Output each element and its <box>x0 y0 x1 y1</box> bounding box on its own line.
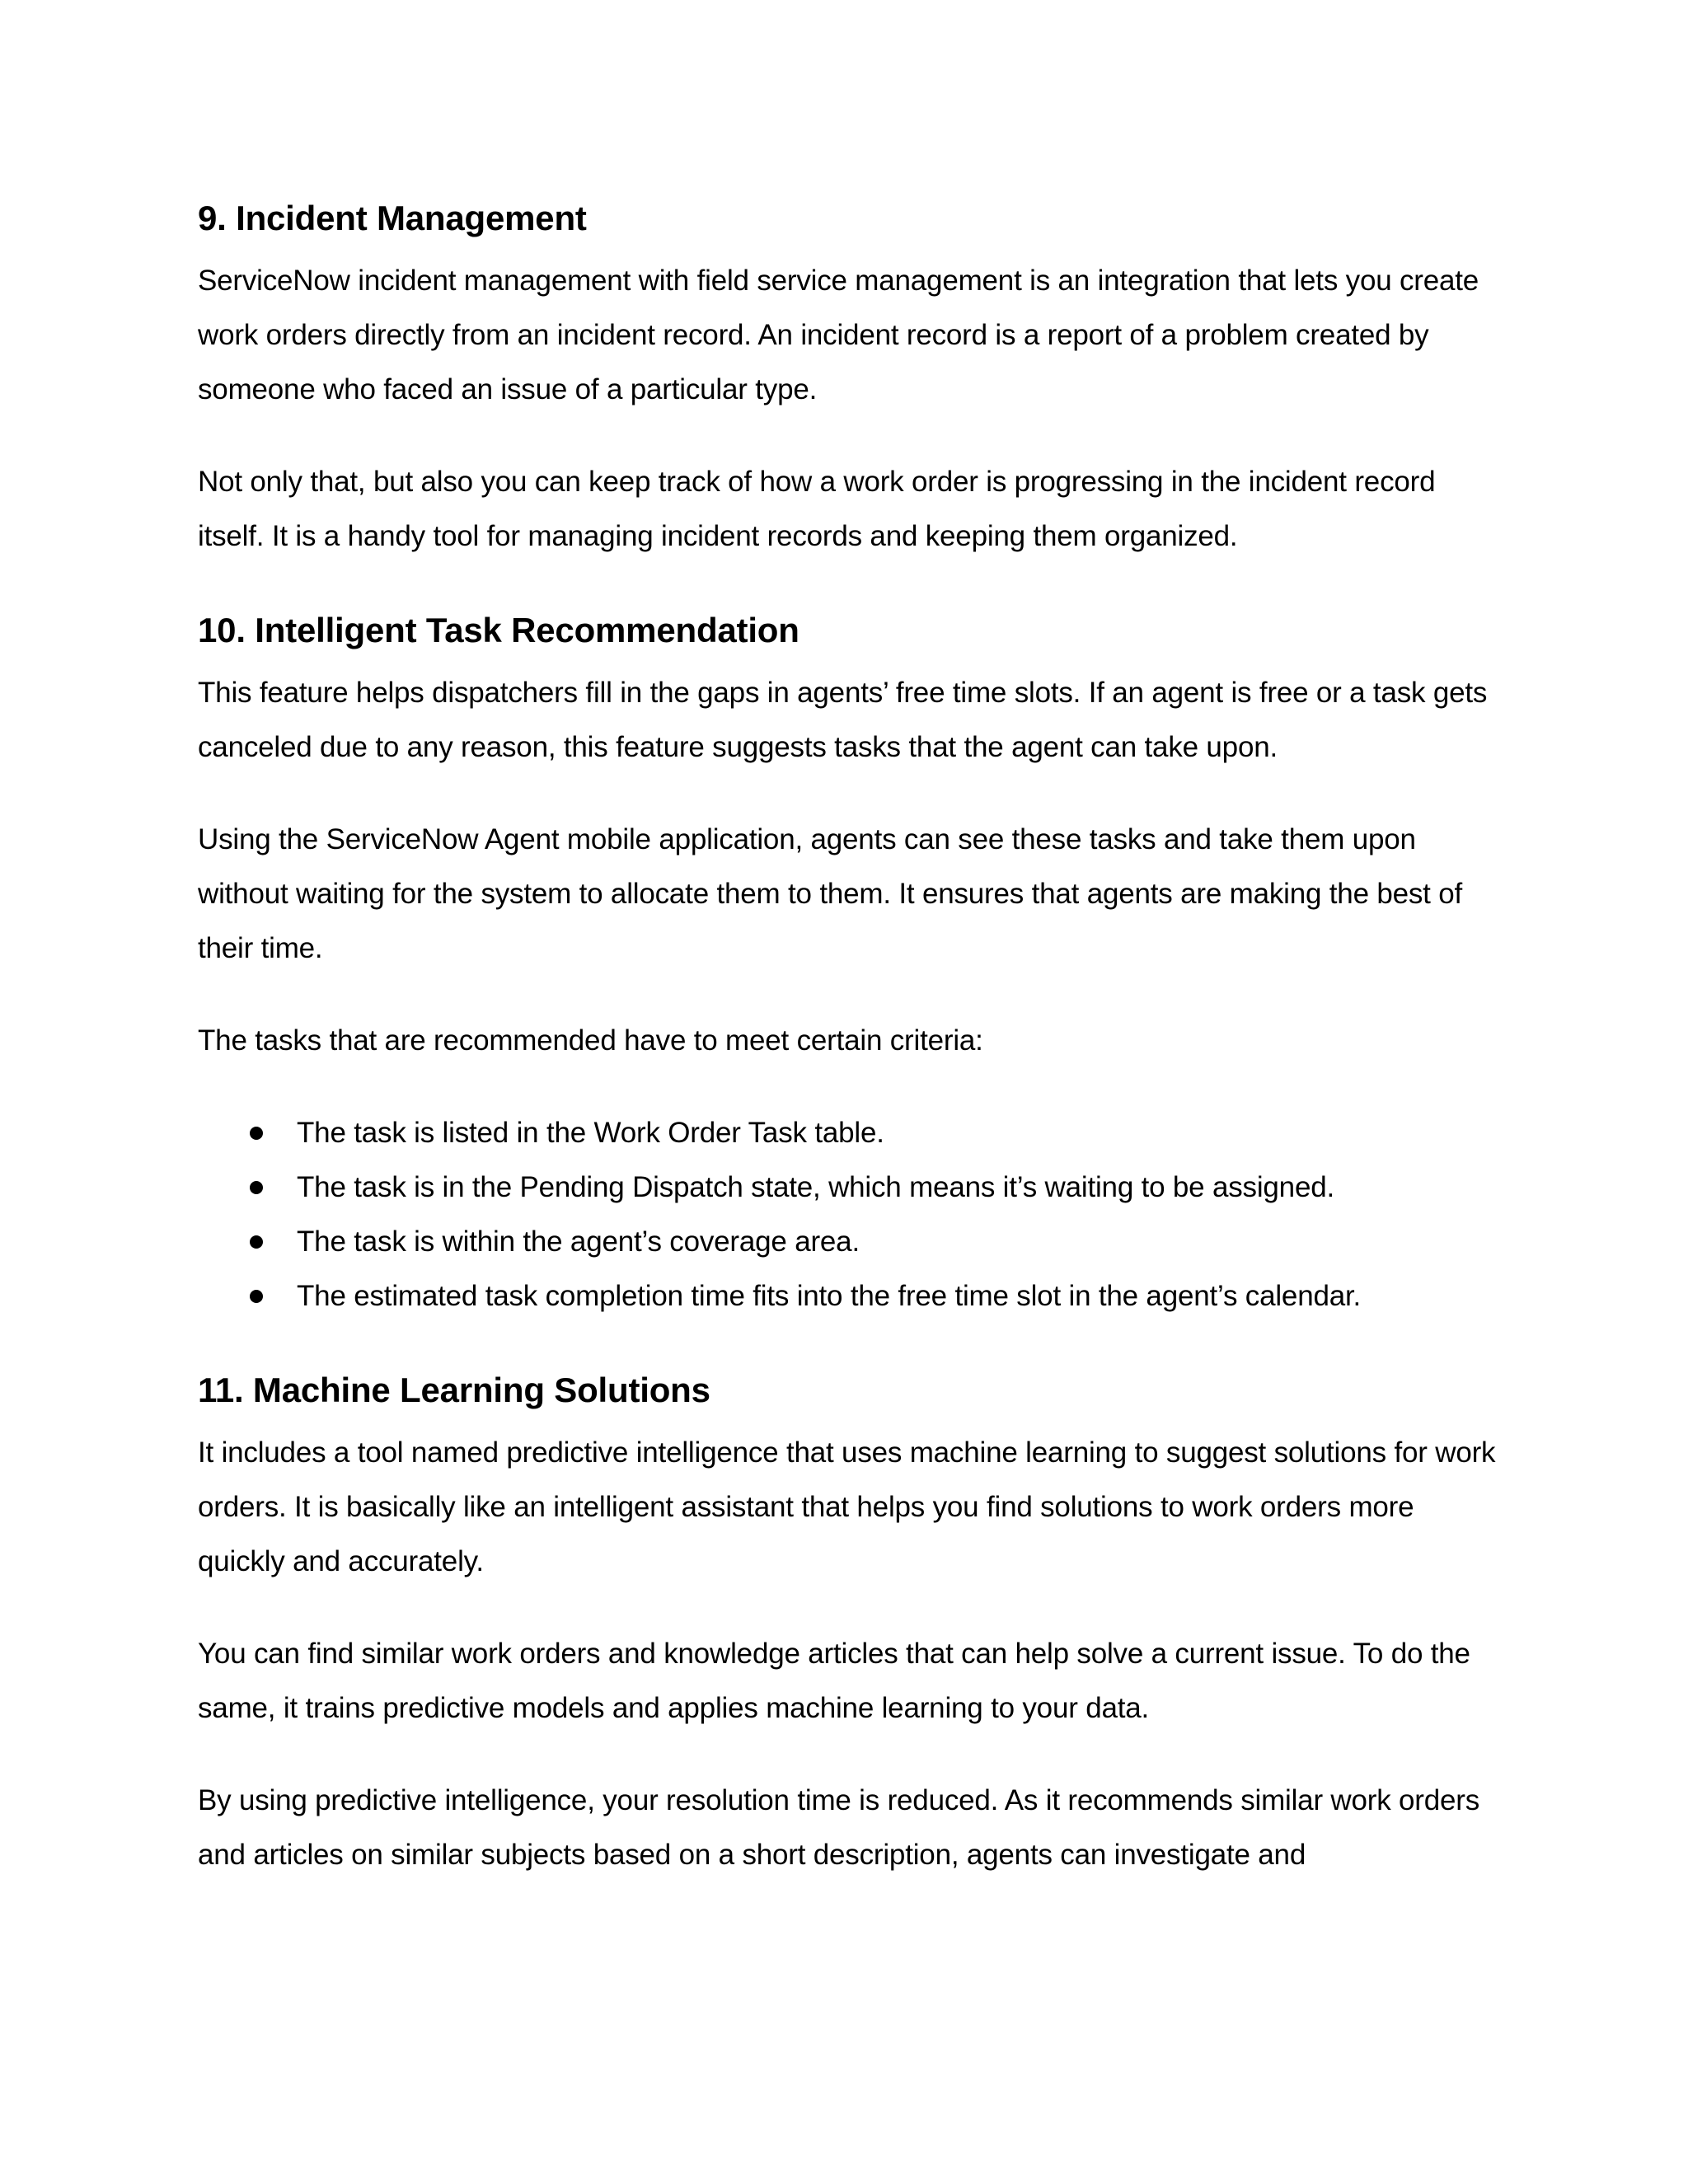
paragraph: By using predictive intelligence, your resolution time is reduced. As it recommends similar work orders and articles on similar subjects based on a short description, agents can investigate and <box>198 1784 1480 1871</box>
paragraph: Not only that, but also you can keep track of how a work order is progressing in the incident record itself. It is a handy tool for managing incident records and keeping them organized. <box>198 466 1436 552</box>
list-item <box>198 1269 1500 1324</box>
document-page <box>198 194 1500 1882</box>
list-item <box>198 1106 1500 1160</box>
paragraph: ServiceNow incident management with field service management is an integration that lets you create work orders directly from an incident record. An incident record is a report of a problem created by someone who faced an issue of a particular type. <box>198 265 1479 405</box>
paragraph: The tasks that are recommended have to meet certain criteria: <box>198 1024 983 1057</box>
list-item-text: The task is listed in the Work Order Task table. <box>297 1117 884 1149</box>
bullet-icon <box>250 1181 263 1194</box>
list-item <box>198 1160 1500 1215</box>
criteria-list <box>198 1106 1500 1324</box>
bullet-icon <box>250 1235 263 1249</box>
section-heading-machine-learning-solutions: 11. Machine Learning Solutions <box>198 1371 710 1409</box>
paragraph: It includes a tool named predictive intelligence that uses machine learning to suggest solutions for work orders. It is basically like an intelligent assistant that helps you find solutions to work orders more quickly and accurately. <box>198 1436 1496 1577</box>
list-item-text: The task is within the agent’s coverage area. <box>297 1226 860 1258</box>
list-item-text: The task is in the Pending Dispatch state, which means it’s waiting to be assigned. <box>297 1171 1335 1203</box>
list-item <box>198 1215 1500 1269</box>
list-item-text: The estimated task completion time fits into the free time slot in the agent’s calendar. <box>297 1280 1362 1312</box>
paragraph: Using the ServiceNow Agent mobile application, agents can see these tasks and take them upon without waiting for the system to allocate them to them. It ensures that agents are making the best of their time. <box>198 823 1463 964</box>
section-heading-incident-management: 9. Incident Management <box>198 199 587 237</box>
section-heading-intelligent-task-recommendation: 10. Intelligent Task Recommendation <box>198 611 799 649</box>
paragraph: You can find similar work orders and knowledge articles that can help solve a current issue. To do the same, it trains predictive models and applies machine learning to your data. <box>198 1638 1470 1724</box>
bullet-icon <box>250 1127 263 1140</box>
paragraph: This feature helps dispatchers fill in the gaps in agents’ free time slots. If an agent is free or a task gets canceled due to any reason, this feature suggests tasks that the agent can take upon. <box>198 677 1488 763</box>
bullet-icon <box>250 1290 263 1303</box>
